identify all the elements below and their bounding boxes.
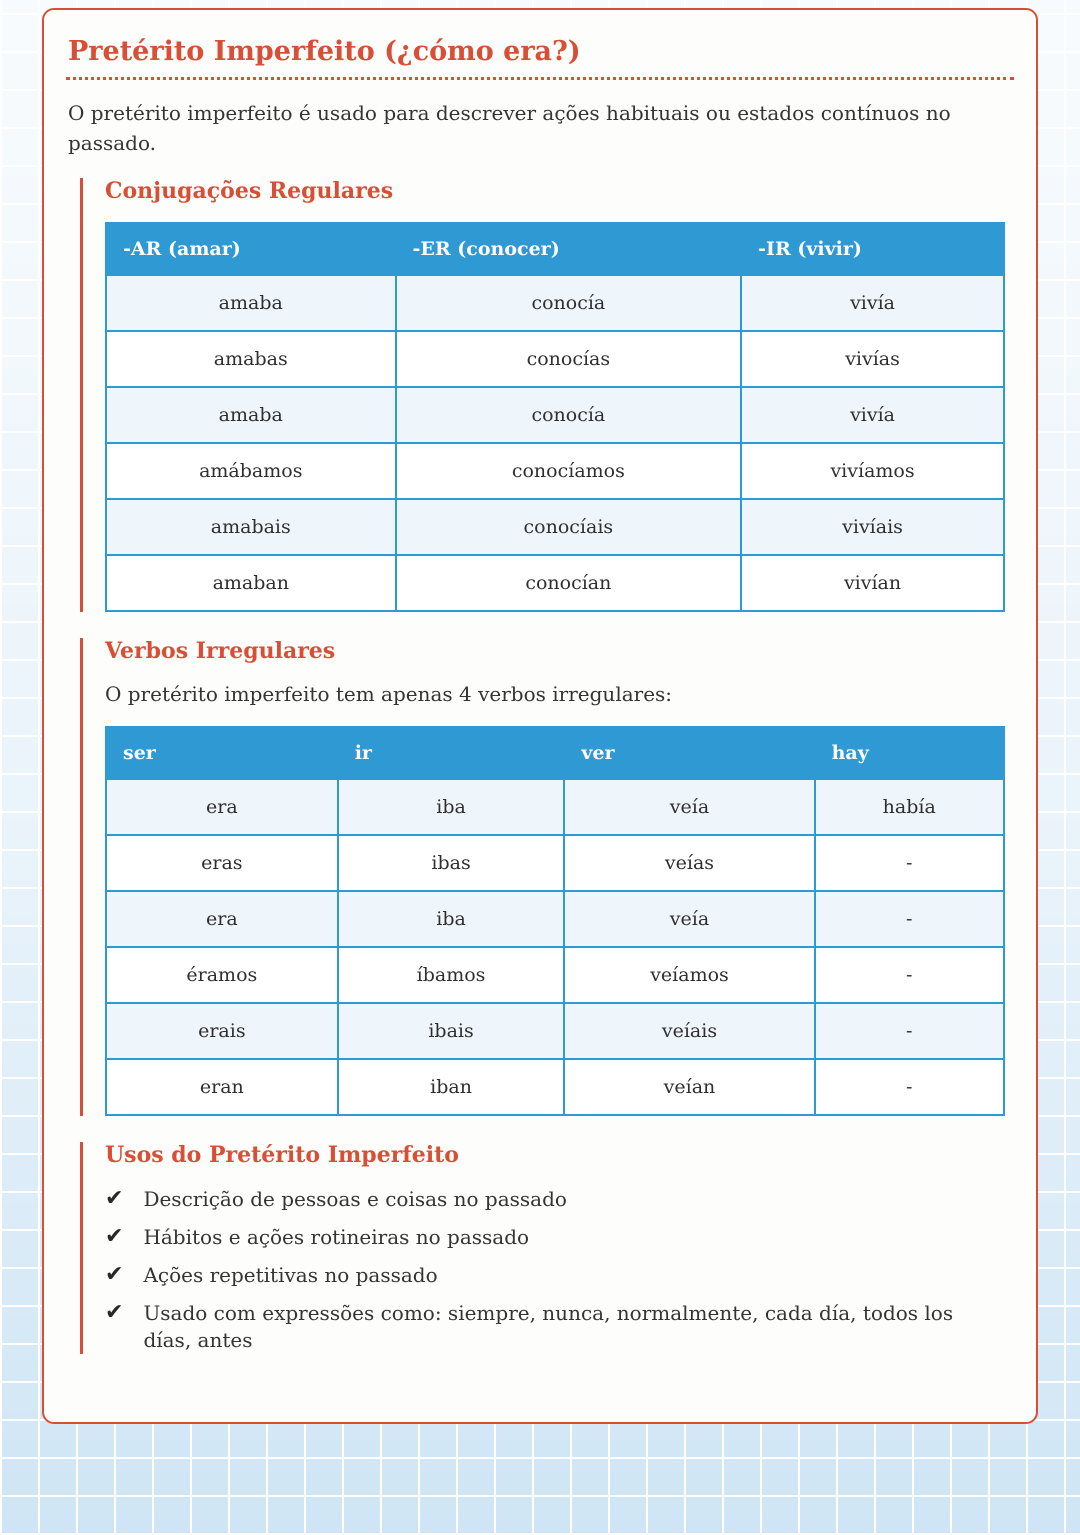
check-icon: ✔	[105, 1262, 124, 1287]
table-row	[106, 387, 1004, 443]
table-header-cell-ver: ver	[564, 727, 814, 779]
checklist-item	[105, 1186, 985, 1213]
table-cell: iba	[338, 779, 565, 835]
checklist-item	[105, 1262, 985, 1289]
table-cell: eras	[106, 835, 338, 891]
table-cell: amabais	[106, 499, 396, 555]
table-cell: conocía	[396, 387, 742, 443]
checklist-item-label: Usado com expressões como: siempre, nunca, normalmente, cada día, todos los días, antes	[143, 1301, 954, 1352]
table-cell: -	[815, 891, 1004, 947]
table-row	[106, 443, 1004, 499]
table-cell: era	[106, 891, 338, 947]
table-cell: vivías	[741, 331, 1004, 387]
table-cell: veíais	[564, 1003, 814, 1059]
table-row	[106, 947, 1004, 1003]
regular-conjugations-table	[105, 222, 1005, 612]
section-heading-irregular: Verbos Irregulares	[105, 638, 336, 664]
table-cell: vivía	[741, 387, 1004, 443]
table-cell: éramos	[106, 947, 338, 1003]
table-row	[106, 555, 1004, 611]
section-irregular-verbs	[80, 638, 1014, 1116]
table-row	[106, 331, 1004, 387]
table-cell: -	[815, 1059, 1004, 1115]
table-cell: conocían	[396, 555, 742, 611]
table-cell: veíamos	[564, 947, 814, 1003]
table-header-row	[106, 223, 1004, 275]
table-cell: amaba	[106, 275, 396, 331]
section-regular-conjugations	[80, 178, 1014, 612]
table-cell: iba	[338, 891, 565, 947]
table-header-cell-ser: ser	[106, 727, 338, 779]
table-cell: iban	[338, 1059, 565, 1115]
table-cell: vivíais	[741, 499, 1004, 555]
table-cell: veías	[564, 835, 814, 891]
table-cell: veía	[564, 891, 814, 947]
table-cell: amábamos	[106, 443, 396, 499]
table-row	[106, 275, 1004, 331]
table-cell: íbamos	[338, 947, 565, 1003]
checklist-item	[105, 1300, 985, 1354]
table-cell: veía	[564, 779, 814, 835]
title-divider	[66, 77, 1014, 80]
section-uses	[80, 1142, 1014, 1354]
page-title: Pretérito Imperfeito (¿cómo era?)	[68, 36, 581, 67]
table-row	[106, 891, 1004, 947]
table-cell: conocías	[396, 331, 742, 387]
table-cell: vivía	[741, 275, 1004, 331]
checklist-item	[105, 1224, 985, 1251]
section-heading-regular: Conjugações Regulares	[105, 178, 394, 204]
table-row	[106, 835, 1004, 891]
irregular-verbs-table	[105, 726, 1005, 1116]
table-header-cell-hay: hay	[815, 727, 1004, 779]
table-cell: era	[106, 779, 338, 835]
table-row	[106, 779, 1004, 835]
table-cell: -	[815, 835, 1004, 891]
table-cell: amaban	[106, 555, 396, 611]
table-cell: veían	[564, 1059, 814, 1115]
uses-checklist	[105, 1186, 1014, 1354]
table-header-cell-ir-verb: ir	[338, 727, 565, 779]
table-row	[106, 1059, 1004, 1115]
table-row	[106, 1003, 1004, 1059]
checklist-item-label: Hábitos e ações rotineiras no passado	[143, 1225, 530, 1249]
table-cell: ibas	[338, 835, 565, 891]
table-cell: conocía	[396, 275, 742, 331]
table-cell: eran	[106, 1059, 338, 1115]
table-cell: -	[815, 947, 1004, 1003]
table-cell: amaba	[106, 387, 396, 443]
check-icon: ✔	[105, 1300, 124, 1325]
table-header-row	[106, 727, 1004, 779]
page-background	[0, 8, 1080, 1535]
table-header-cell-ar: -AR (amar)	[106, 223, 396, 275]
table-cell: conocíamos	[396, 443, 742, 499]
table-cell: vivíamos	[741, 443, 1004, 499]
table-cell: -	[815, 1003, 1004, 1059]
table-header-cell-ir: -IR (vivir)	[741, 223, 1004, 275]
table-cell: vivían	[741, 555, 1004, 611]
section-heading-uses: Usos do Pretérito Imperfeito	[105, 1142, 459, 1168]
table-row	[106, 499, 1004, 555]
notes-card	[42, 8, 1038, 1424]
table-cell: había	[815, 779, 1004, 835]
checklist-item-label: Ações repetitivas no passado	[143, 1263, 438, 1287]
table-cell: ibais	[338, 1003, 565, 1059]
check-icon: ✔	[105, 1186, 124, 1211]
table-header-cell-er: -ER (conocer)	[396, 223, 742, 275]
table-cell: erais	[106, 1003, 338, 1059]
irregular-note: O pretérito imperfeito tem apenas 4 verbos irregulares:	[105, 682, 673, 706]
table-cell: conocíais	[396, 499, 742, 555]
table-cell: amabas	[106, 331, 396, 387]
intro-paragraph: O pretérito imperfeito é usado para descrever ações habituais ou estados contínuos no passado.	[68, 101, 951, 155]
check-icon: ✔	[105, 1224, 124, 1249]
checklist-item-label: Descrição de pessoas e coisas no passado	[143, 1187, 567, 1211]
